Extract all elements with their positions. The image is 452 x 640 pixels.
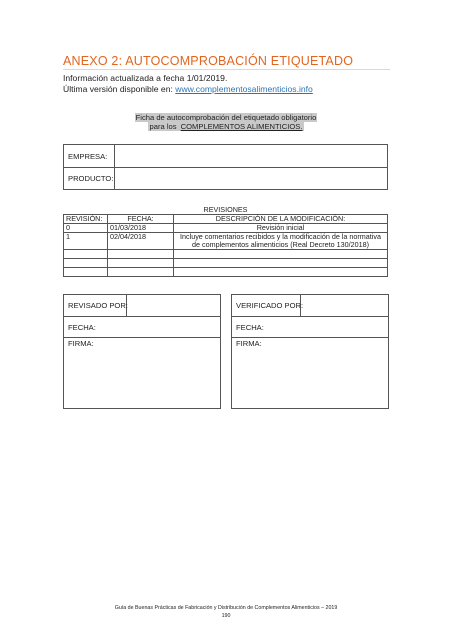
ficha-heading-line2 (0, 122, 452, 131)
table-row (64, 233, 388, 250)
producto-label: PRODUCTO: (68, 174, 114, 183)
company-product-box (63, 144, 388, 190)
version-line (63, 84, 313, 94)
header-fecha: FECHA: (108, 215, 174, 224)
rev-date: 01/03/2018 (108, 224, 174, 233)
revisado-fecha-label: FECHA: (68, 323, 96, 332)
rev-description (174, 233, 388, 250)
footer-text: Guía de Buenas Prácticas de Fabricación y Distribución de Complementos Alimenticios – 2019 (114, 605, 338, 611)
rev-number: 1 (64, 233, 108, 250)
empresa-label: EMPRESA: (68, 152, 108, 161)
ficha-heading-line1 (0, 113, 452, 122)
verificado-box (231, 294, 389, 409)
rev-date: 02/04/2018 (108, 233, 174, 250)
page-number: 190 (221, 613, 231, 619)
header-revision: REVISIÓN: (64, 215, 108, 224)
revisions-table (63, 206, 388, 277)
revisions-title: REVISIONES (64, 206, 388, 215)
page-title: ANEXO 2: AUTOCOMPROBACIÓN ETIQUETADO (63, 54, 354, 68)
table-row-empty (64, 250, 388, 259)
verificado-label: VERIFICADO POR: (236, 301, 304, 310)
rev-description-line1: Incluye comentarios recibidos y la modificación de la normativa (180, 232, 381, 241)
revisado-box (63, 294, 221, 409)
version-link[interactable]: www.complementosalimenticios.info (175, 84, 313, 94)
ficha-line1: Ficha de autocomprobación del etiquetado obligatorio (135, 113, 317, 122)
ficha-line2-underlined: COMPLEMENTOS ALIMENTICIOS. (180, 122, 303, 131)
version-prefix: Última versión disponible en: (63, 84, 176, 94)
verificado-fecha-label: FECHA: (236, 323, 264, 332)
header-descripcion: DESCRIPCIÓN DE LA MODIFICACIÓN: (174, 215, 388, 224)
ficha-line2-prefix: para los (149, 122, 179, 131)
table-row-empty (64, 268, 388, 277)
rev-number: 0 (64, 224, 108, 233)
rev-description: Revisión inicial (174, 224, 388, 233)
verificado-firma-label: FIRMA: (236, 339, 262, 348)
title-divider (63, 69, 390, 70)
info-line: Información actualizada a fecha 1/01/2019. (63, 73, 228, 83)
revisado-label: REVISADO POR: (68, 301, 128, 310)
rev-description-line2: de complementos alimenticios (Real Decreto 130/2018) (192, 240, 369, 249)
table-row-empty (64, 259, 388, 268)
ficha-line2 (148, 122, 305, 131)
revisado-firma-label: FIRMA: (68, 339, 94, 348)
